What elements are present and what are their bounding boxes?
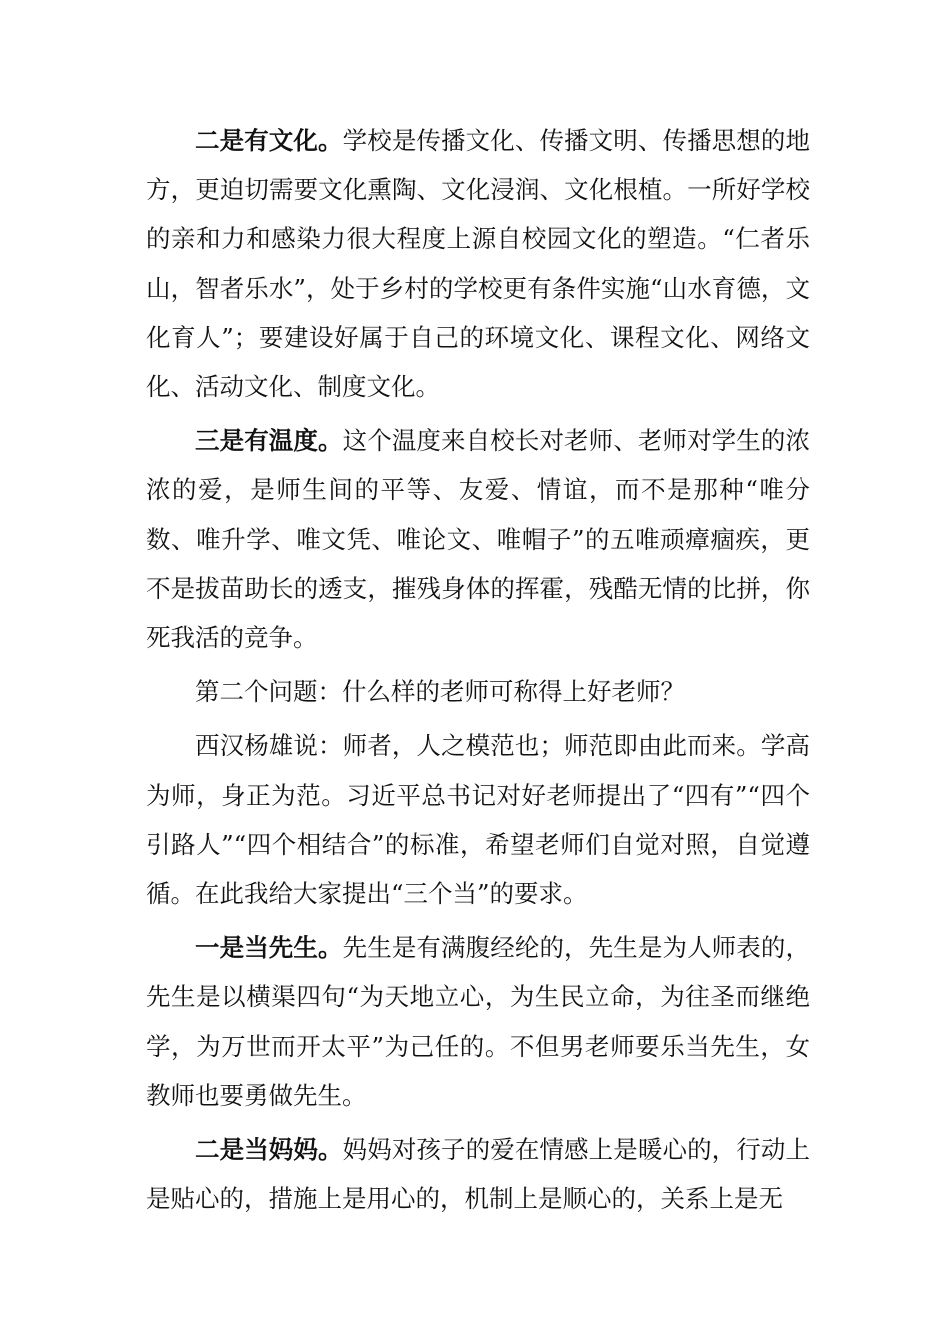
paragraph-teacher: [146, 923, 810, 1120]
paragraph-yang-xiong: [146, 721, 810, 918]
paragraph-text: 西汉杨雄说：师者，人之模范也；师范即由此而来。学高为师，身正为范。习近平总书记对好老师提出了“四有”“四个引路人”“四个相结合”的标准，希望老师们自觉对照，自觉遵循。在此我给大家提出“三个当”的要求。: [146, 731, 810, 909]
paragraph-lead: 二是有文化。: [195, 126, 343, 155]
paragraph-mother: [146, 1125, 810, 1223]
section-heading-text: 第二个问题：什么样的老师可称得上好老师？: [195, 677, 685, 707]
paragraph-text: 先生是有满腹经纶的，先生是为人师表的，先生是以横渠四句“为天地立心，为生民立命，为往圣而继绝学，为万世而开太平”为己任的。不但男老师要乐当先生，女教师也要勇做先生。: [146, 933, 810, 1110]
paragraph-warmth: [146, 416, 810, 662]
document-body: [146, 116, 810, 1223]
paragraph-lead: 二是当妈妈。: [195, 1135, 343, 1165]
paragraph-text: 这个温度来自校长对老师、老师对学生的浓浓的爱，是师生间的平等、友爱、情谊，而不是那种“唯分数、唯升学、唯文凭、唯论文、唯帽子”的五唯顽瘴痼疾，更不是拔苗助长的透支，摧残身体的挥霍，残酷无情的比拼，你死我活的竞争。: [146, 426, 810, 653]
paragraph-lead: 三是有温度。: [195, 426, 343, 456]
paragraph-text: 学校是传播文化、传播文明、传播思想的地方，更迫切需要文化熏陶、文化浸润、文化根植。一所好学校的亲和力和感染力很大程度上源自校园文化的塑造。“仁者乐山，智者乐水”，处于乡村的学校更有条件实施“山水育德，文化育人”；要建设好属于自己的环境文化、课程文化、网络文化、活动文化、制度文化。: [146, 126, 810, 402]
paragraph-culture: [146, 116, 810, 411]
section-heading: [146, 667, 810, 716]
paragraph-lead: 一是当先生。: [195, 933, 343, 963]
paragraph-text: 妈妈对孩子的爱在情感上是暖心的，行动上是贴心的，措施上是用心的，机制上是顺心的，关系上是无: [146, 1135, 810, 1214]
